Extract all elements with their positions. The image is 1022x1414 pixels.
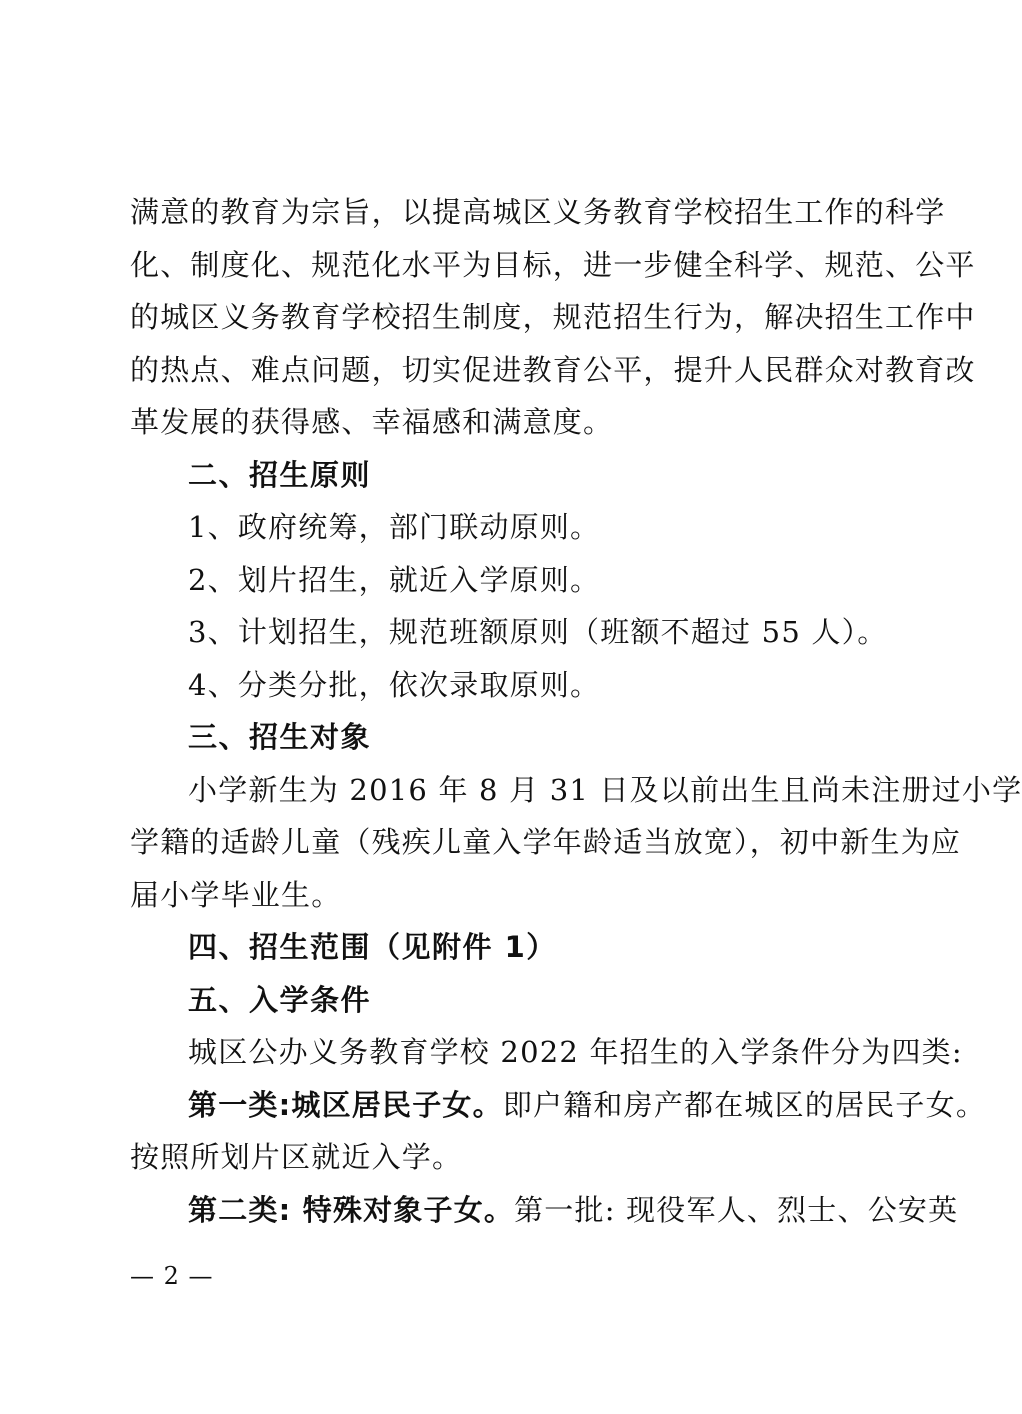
intro-line-3: 的城区义务教育学校招生制度，规范招生行为，解决招生工作中: [130, 300, 976, 334]
principle-item-3: 3、计划招生，规范班额原则（班额不超过 55 人）。: [188, 615, 888, 649]
intro-line-2: 化、制度化、规范化水平为目标，进一步健全科学、规范、公平: [130, 247, 976, 282]
intro-line-1: 满意的教育为宗旨，以提高城区义务教育学校招生工作的科学: [130, 195, 946, 229]
document-body: [130, 186, 1022, 1236]
section-heading-scope: 四、招生范围（见附件 1）: [188, 930, 557, 964]
category-2-text: 第一批: 现役军人、烈士、公安英: [514, 1192, 959, 1227]
category-1-line: [130, 1079, 987, 1132]
category-1-continuation: 按照所划片区就近入学。: [130, 1140, 463, 1174]
section-heading-targets: 三、招生对象: [188, 720, 372, 754]
intro-line-5: 革发展的获得感、幸福感和满意度。: [130, 405, 614, 439]
targets-line-2: 学籍的适龄儿童（残疾儿童入学年龄适当放宽），初中新生为应: [130, 825, 962, 859]
section-heading-principles: 二、招生原则: [188, 457, 372, 492]
section-heading-conditions: 五、入学条件: [188, 982, 372, 1017]
principle-item-4: 4、分类分批，依次录取原则。: [188, 667, 601, 702]
intro-line-4: 的热点、难点问题，切实促进教育公平，提升人民群众对教育改: [130, 352, 976, 387]
category-1-text: 即户籍和房产都在城区的居民子女。: [502, 1087, 987, 1122]
principle-item-2: 2、划片招生，就近入学原则。: [188, 562, 601, 597]
page-number: — 2 —: [130, 1262, 214, 1290]
category-1-label: 第一类:城区居民子女。: [188, 1087, 503, 1122]
targets-line-3: 届小学毕业生。: [130, 877, 342, 912]
principle-item-1: 1、政府统筹，部门联动原则。: [188, 510, 601, 544]
category-2-label: 第二类: 特殊对象子女。: [188, 1192, 515, 1227]
category-2-line: [130, 1184, 959, 1237]
targets-line-1: 小学新生为 2016 年 8 月 31 日及以前出生且尚未注册过小学: [188, 772, 1022, 807]
conditions-intro: 城区公办义务教育学校 2022 年招生的入学条件分为四类:: [188, 1035, 963, 1069]
